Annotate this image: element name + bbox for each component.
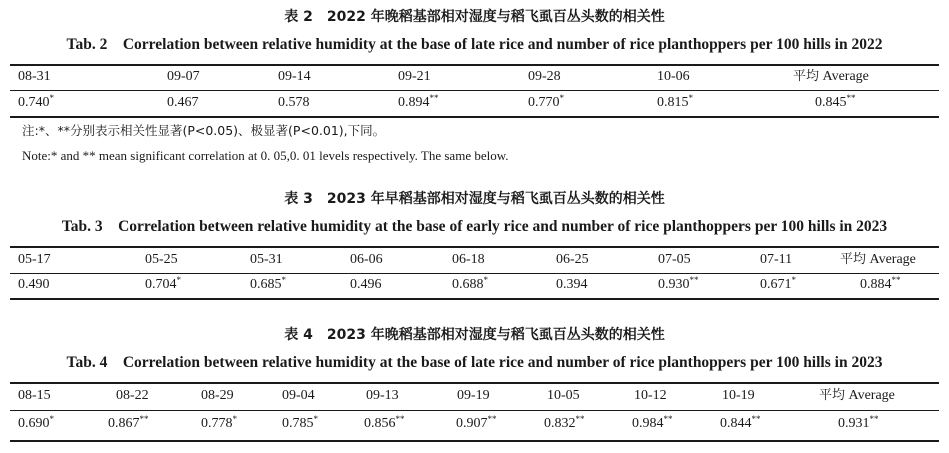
table-3-header-average: 平均 Average: [840, 252, 916, 267]
table-3-value: 0.685*: [250, 275, 286, 292]
table-4-header: 09-04: [282, 388, 315, 403]
table-4-bottom-rule: [10, 440, 939, 442]
table-2-header: 09-14: [278, 69, 311, 84]
table-4-value: 0.856**: [364, 414, 405, 431]
table-3-header: 05-17: [18, 252, 51, 267]
table-2-value: 0.578: [278, 95, 310, 110]
table-4-value-row: [0, 414, 949, 434]
table-4-mid-rule: [10, 410, 939, 411]
table-2-header: 09-21: [398, 69, 431, 84]
table-3-top-rule: [10, 246, 939, 248]
table-3-header: 07-05: [658, 252, 691, 267]
table-2-bottom-rule: [10, 116, 939, 118]
table-3-value: 0.490: [18, 277, 50, 292]
table-4-value: 0.832**: [544, 414, 585, 431]
table-4-value-average: 0.931**: [838, 414, 879, 431]
table-4-value: 0.785*: [282, 414, 318, 431]
table-4-value: 0.690*: [18, 414, 54, 431]
table-2-header: 08-31: [18, 69, 51, 84]
table-2-mid-rule: [10, 90, 939, 91]
table-4-title-cn: 表 4 2023 年晚稻基部相对湿度与稻飞虱百丛头数的相关性: [284, 327, 665, 343]
table-3-header: 05-25: [145, 252, 178, 267]
table-2-value: 0.770*: [528, 93, 564, 110]
table-3-value: 0.930**: [658, 275, 699, 292]
table-3-value: 0.688*: [452, 275, 488, 292]
table-4-title-en: Tab. 4 Correlation between relative humidity at the base of late rice and number of rice planthoppers per 100 hills in 2023: [66, 354, 883, 371]
table-4-value: 0.778*: [201, 414, 237, 431]
table-2-value: 0.467: [167, 95, 199, 110]
table-4-top-rule: [10, 382, 939, 384]
table-4-value: 0.984**: [632, 414, 673, 431]
table-2-value: 0.740*: [18, 93, 54, 110]
table-2-value: 0.815*: [657, 93, 693, 110]
table-3-header-row: [0, 250, 949, 270]
table-3-title-en: Tab. 3 Correlation between relative humidity at the base of early rice and number of rice planthoppers per 100 hills in 2023: [61, 218, 888, 235]
table-2-top-rule: [10, 64, 939, 66]
table-2-value: 0.894**: [398, 93, 439, 110]
note-en: Note:* and ** mean significant correlation at 0. 05,0. 01 levels respectively. The same below.: [22, 148, 509, 163]
table-4-header: 08-29: [201, 388, 234, 403]
table-2-header: 09-28: [528, 69, 561, 84]
table-2-title-cn: 表 2 2022 年晚稻基部相对湿度与稻飞虱百丛头数的相关性: [284, 9, 665, 25]
table-2-title-en: Tab. 2 Correlation between relative humidity at the base of late rice and number of rice planthoppers per 100 hills in 2022: [66, 36, 883, 53]
table-4-header-row: [0, 386, 949, 406]
table-4-value: 0.867**: [108, 414, 149, 431]
table-3-value: 0.496: [350, 277, 382, 292]
table-3-value: 0.704*: [145, 275, 181, 292]
table-3-value-average: 0.884**: [860, 275, 901, 292]
table-4-value: 0.907**: [456, 414, 497, 431]
table-4-value: 0.844**: [720, 414, 761, 431]
table-3-title-cn: 表 3 2023 年早稻基部相对湿度与稻飞虱百丛头数的相关性: [284, 191, 665, 207]
table-3-mid-rule: [10, 273, 939, 274]
table-4-header: 08-22: [116, 388, 149, 403]
table-4-header: 10-05: [547, 388, 580, 403]
table-4-header: 10-19: [722, 388, 755, 403]
table-3-header: 06-25: [556, 252, 589, 267]
table-3-bottom-rule: [10, 298, 939, 300]
table-2-value-row: [0, 93, 949, 113]
table-4-header-average: 平均 Average: [819, 388, 895, 403]
table-3-header: 05-31: [250, 252, 283, 267]
table-2-header: 10-06: [657, 69, 690, 84]
table-3-header: 06-06: [350, 252, 383, 267]
table-4-header: 09-13: [366, 388, 399, 403]
table-2-header-average: 平均 Average: [793, 69, 869, 84]
note-cn: 注:*、**分别表示相关性显著(P<0.05)、极显著(P<0.01),下同。: [22, 123, 386, 138]
table-4-header: 10-12: [634, 388, 667, 403]
table-3-value-row: [0, 275, 949, 295]
table-2-header-row: [0, 67, 949, 87]
table-3-header: 07-11: [760, 252, 793, 267]
table-3-header: 06-18: [452, 252, 485, 267]
table-3-value: 0.394: [556, 277, 588, 292]
table-4-header: 09-19: [457, 388, 490, 403]
table-3-value: 0.671*: [760, 275, 796, 292]
table-4-header: 08-15: [18, 388, 51, 403]
table-2-header: 09-07: [167, 69, 200, 84]
table-2-value-average: 0.845**: [815, 93, 856, 110]
